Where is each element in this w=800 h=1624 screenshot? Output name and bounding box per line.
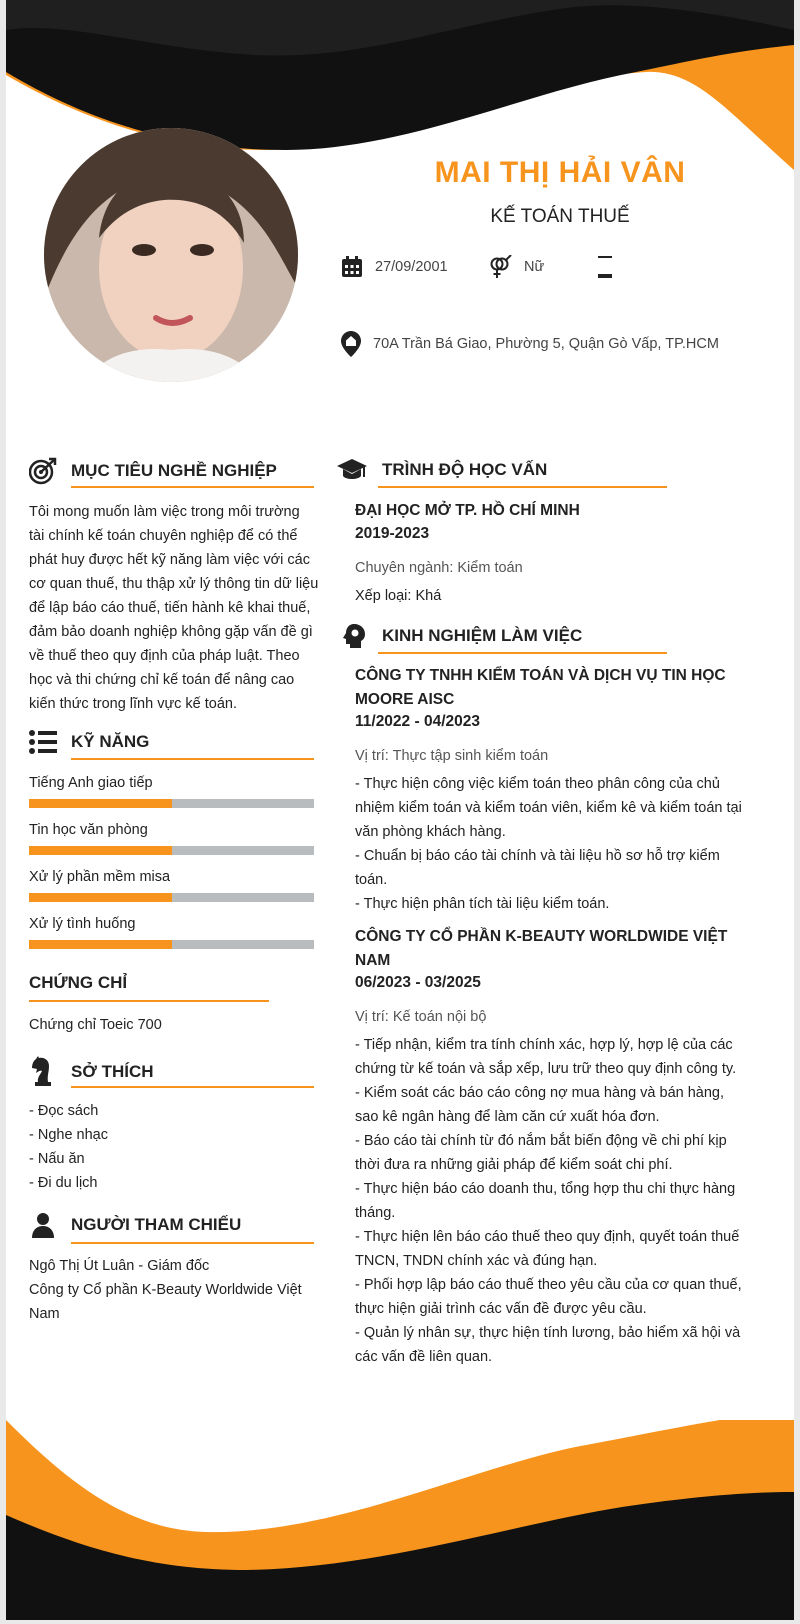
hobbies-rule xyxy=(71,1086,314,1088)
address-value: 70A Trần Bá Giao, Phường 5, Quận Gò Vấp, TP.HCM xyxy=(373,336,719,352)
education-title: TRÌNH ĐỘ HỌC VẤN xyxy=(382,460,548,479)
candidate-name: MAI THỊ HẢI VÂN xyxy=(434,156,686,189)
references-heading xyxy=(29,1212,241,1238)
job-company: CÔNG TY CỔ PHẦN K-BEAUTY WORLDWIDE VIỆT NAM xyxy=(355,928,728,969)
references-text: Ngô Thị Út Luân - Giám đốc Công ty Cổ phần K-Beauty Worldwide Việt Nam xyxy=(29,1258,302,1322)
skill-bar-fill xyxy=(29,799,172,808)
brain-gear-icon xyxy=(340,622,368,650)
calendar-icon xyxy=(341,256,363,278)
references-title: NGƯỜI THAM CHIẾU xyxy=(71,1215,242,1234)
phone-icon xyxy=(596,256,614,278)
graduation-cap-icon xyxy=(336,457,368,483)
hobbies-list xyxy=(29,1099,108,1195)
gender-value: Nữ xyxy=(524,259,545,275)
skill-bar xyxy=(29,893,314,902)
list-icon xyxy=(29,730,57,754)
skill-bar-fill xyxy=(29,893,172,902)
target-icon xyxy=(29,457,57,485)
cv-page xyxy=(6,0,794,1620)
skill-bar xyxy=(29,799,314,808)
address-info xyxy=(341,331,719,357)
certificates-rule xyxy=(29,1000,269,1002)
job-period: 06/2023 - 03/2025 xyxy=(355,974,481,991)
footer-wave-decoration xyxy=(6,1420,794,1620)
job-description: - Tiếp nhận, kiểm tra tính chính xác, hợp lý, hợp lệ của các chứng từ kế toán và sắp xếp, lưu trữ theo quy định công ty. - Kiểm soát các báo cáo công nợ mua hàng và bán hàng, sao kê ngân hàng để làm căn cứ xuất hóa đơn. - Báo cáo tài chính từ đó nắm bắt biến động về chi phí kịp thời đưa ra những giải pháp để kiểm soát chi phí. - Thực hiện báo cáo doanh thu, tổng hợp thu chi thực hàng tháng. - Thực hiện lên báo cáo thuế theo quy định, quyết toán thuế TNCN, TNDN chính xác và đúng hạn. - Phối hợp lập báo cáo thuế theo yêu cầu của cơ quan thuế, thực hiện giải trình các vấn đề được yêu cầu. - Quản lý nhân sự, thực hiện tính lương, bảo hiểm xã hội và các vấn đề liên quan. xyxy=(355,1037,742,1365)
skills-title: KỸ NĂNG xyxy=(71,732,150,751)
career-objective-text: Tôi mong muốn làm việc trong môi trường tài chính kế toán chuyên nghiệp để có thể phát huy được hết kỹ năng làm việc với các cơ quan thuế, thu thập xử lý thông tin dữ liệu để lập báo cáo thuế, tiến hành kê khai thuế, đảm bảo doanh nghiệp không gặp vấn đề gì về thuế theo quy định của pháp luật. Theo học và thi chứng chỉ kế toán để nâng cao kiến thức trong lĩnh vực kế toán. xyxy=(29,504,319,712)
hobby-item: - Đọc sách xyxy=(29,1103,99,1119)
hobby-item: - Nghe nhạc xyxy=(29,1127,108,1143)
skill-bar-fill xyxy=(29,846,172,855)
profile-photo xyxy=(44,128,298,382)
skill-name: Tin học văn phòng xyxy=(29,822,148,838)
skill-bar xyxy=(29,846,314,855)
skill-bar xyxy=(29,940,314,949)
certificates-heading xyxy=(29,973,127,993)
skill-name: Xử lý tình huống xyxy=(29,916,136,932)
career-objective-title: MỤC TIÊU NGHỀ NGHIỆP xyxy=(71,461,277,480)
person-icon xyxy=(29,1212,57,1238)
chess-knight-icon xyxy=(29,1056,57,1088)
skills-rule xyxy=(71,758,314,760)
career-objective-rule xyxy=(71,486,314,488)
skill-name: Xử lý phần mềm misa xyxy=(29,869,171,885)
career-objective-heading xyxy=(29,457,277,485)
skill-name: Tiếng Anh giao tiếp xyxy=(29,775,153,791)
hobbies-heading xyxy=(29,1056,154,1088)
references-rule xyxy=(71,1242,314,1244)
job-role: Vị trí: Thực tập sinh kiểm toán xyxy=(355,748,549,764)
hobby-item: - Đi du lịch xyxy=(29,1175,98,1191)
hobbies-title: SỞ THÍCH xyxy=(71,1062,154,1081)
education-heading xyxy=(336,457,547,483)
birthday-info xyxy=(341,256,448,278)
job-description: - Thực hiện công việc kiểm toán theo phân công của chủ nhiệm kiểm toán và kiểm toán viên, kiểm kê và kiểm toán tại văn phòng khách hàng. - Chuẩn bị báo cáo tài chính và tài liệu hồ sơ hỗ trợ kiểm toán. - Thực hiện phân tích tài liệu kiểm toán. xyxy=(355,776,742,912)
skill-bar-fill xyxy=(29,940,172,949)
experience-title: KINH NGHIỆM LÀM VIỆC xyxy=(382,626,583,645)
skills-heading xyxy=(29,730,149,754)
job-company: CÔNG TY TNHH KIỂM TOÁN VÀ DỊCH VỤ TIN HỌC MOORE AISC xyxy=(355,667,726,708)
education-rank: Xếp loại: Khá xyxy=(355,588,442,604)
job-role: Vị trí: Kế toán nội bộ xyxy=(355,1009,487,1025)
certificate-item: Chứng chỉ Toeic 700 xyxy=(29,1017,162,1033)
birthday-value: 27/09/2001 xyxy=(375,259,448,275)
hobby-item: - Nấu ăn xyxy=(29,1151,85,1167)
education-major: Chuyên ngành: Kiểm toán xyxy=(355,560,523,576)
education-period: 2019-2023 xyxy=(355,525,430,542)
candidate-position: KẾ TOÁN THUẾ xyxy=(490,206,630,227)
gender-info xyxy=(488,255,544,279)
job-period: 11/2022 - 04/2023 xyxy=(355,713,480,730)
certificates-title: CHỨNG CHỈ xyxy=(29,973,128,992)
location-pin-icon xyxy=(341,331,361,357)
gender-icon xyxy=(488,255,512,279)
experience-heading xyxy=(340,622,582,650)
school-name: ĐẠI HỌC MỞ TP. HỒ CHÍ MINH xyxy=(355,502,580,519)
experience-rule xyxy=(378,652,667,654)
education-rule xyxy=(378,486,667,488)
